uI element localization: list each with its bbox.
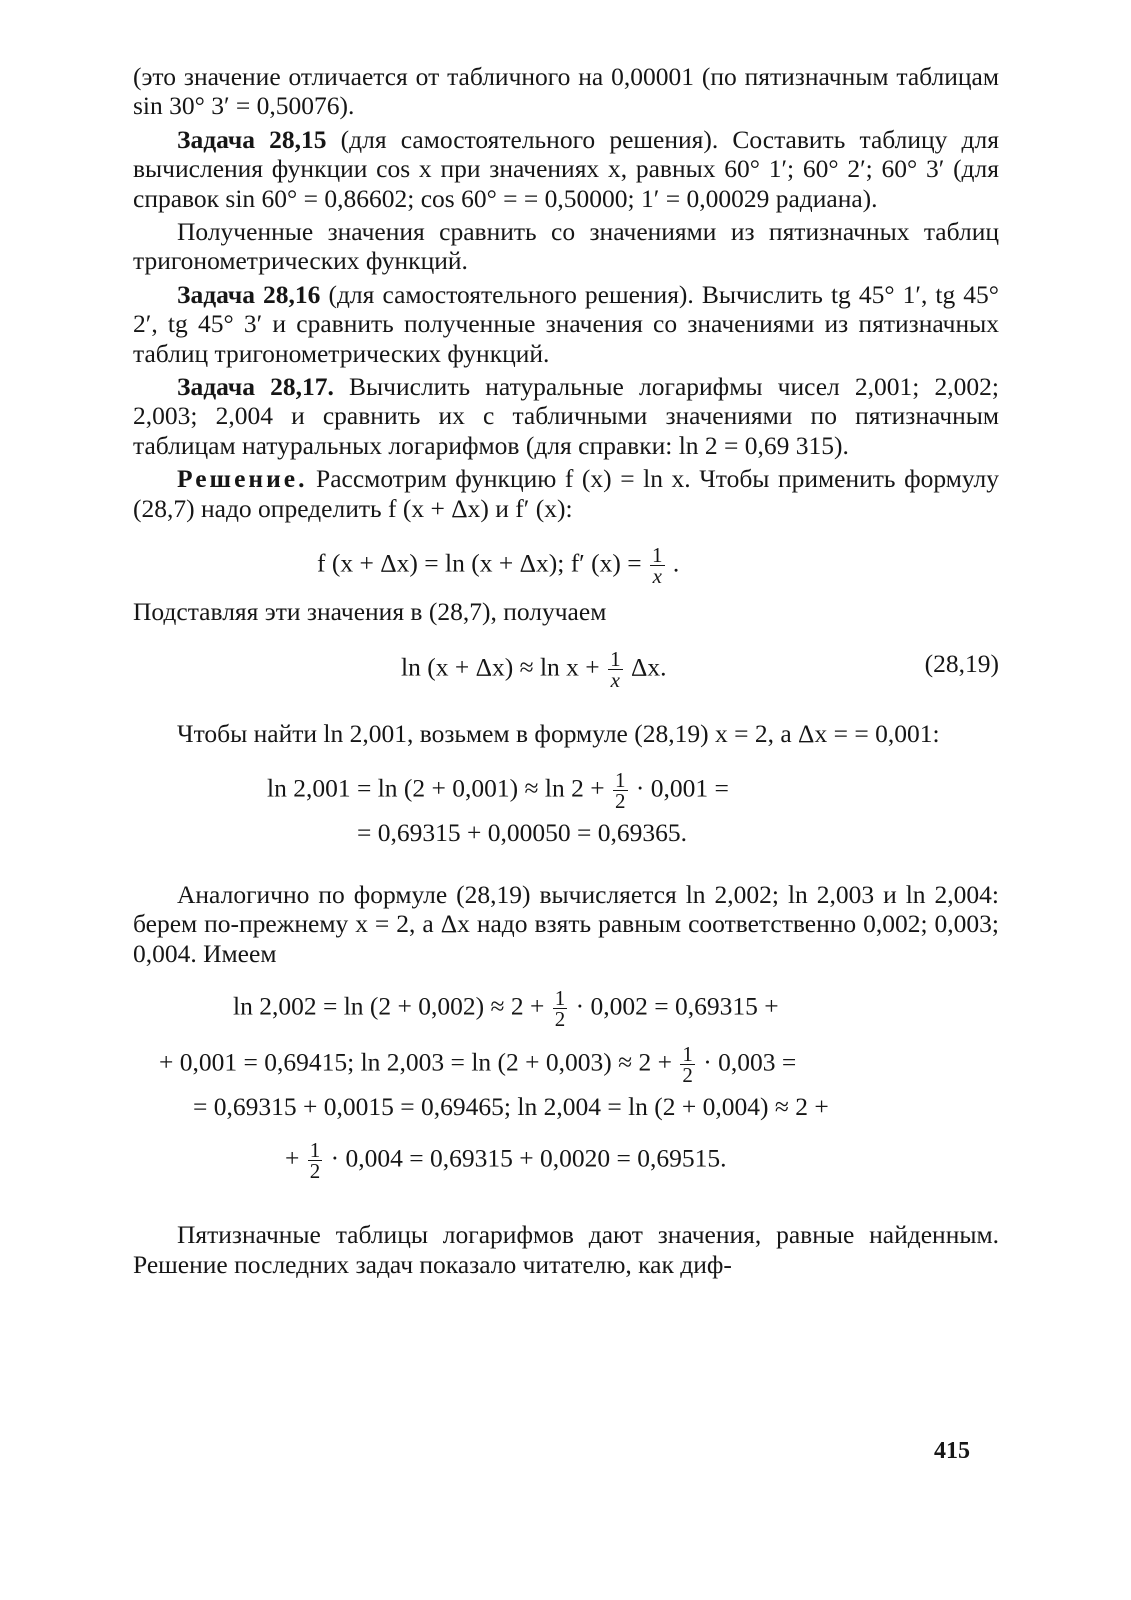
fraction-one-half-3: $\frac{1}{2}$ — [682, 1042, 693, 1088]
formula-ln2002-right: · 0,002 = 0,69315 + — [575, 991, 779, 1021]
formula-ln2004: = 0,69315 + 0,0015 = 0,69465; ln 2,004 = ln (2 + 0,004) ≈ 2 + — [193, 1092, 829, 1122]
fraction-one-half-2: $\frac{1}{2}$ — [554, 986, 566, 1032]
formula-derivative — [133, 527, 999, 591]
formula-ln2004-left: + — [285, 1143, 300, 1173]
formula-ln2003-left: + 0,001 = 0,69415; ln 2,003 = ln (2 + 0,003) ≈ 2 + — [159, 1047, 673, 1077]
paragraph-1: (это значение отличается от табличного на 0,00001 (по пятизначным таблицам sin 30° 3′ = 0,50076). — [133, 62, 999, 121]
task-label-28-17: Задача 28,17. — [177, 372, 334, 402]
fraction-one-over-x: $\frac{1}{x}$ — [652, 543, 663, 589]
formula-ln2003-right: · 0,003 = — [703, 1047, 797, 1077]
task-label-28-15: Задача 28,15 — [177, 124, 327, 154]
task-text-28-17: Вычислить натуральные логарифмы чисел 2,001; 2,002; 2,003; 2,004 и сравнить их с табличными значениями по пятизначным таблицам натуральных логарифмов (для справки: ln 2 = 0,69 315). — [133, 372, 999, 460]
formula-ln2004-result — [133, 1132, 999, 1198]
formula-28-19-left: ln (x + Δx) ≈ ln x + — [401, 651, 600, 681]
paragraph-similarly: Аналогично по формуле (28,19) вычисляется ln 2,002; ln 2,003 и ln 2,004: берем по-прежнему x = 2, а Δx надо взять равным соответственно 0,002; 0,003; 0,004. Имеем — [133, 879, 999, 968]
paragraph-compare: Полученные значения сравнить со значениями из пятизначных таблиц тригонометрических функций. — [133, 217, 999, 276]
formula-ln2001-left: ln 2,001 = ln (2 + 0,001) ≈ ln 2 + — [267, 773, 605, 803]
task-text-28-16: (для самостоятельного решения). Вычислить tg 45° 1′, tg 45° 2′, tg 45° 3′ и сравнить полученные значения со значениями из пятизначных таблиц тригонометрических функций. — [133, 279, 999, 368]
paragraph-solution — [133, 464, 999, 523]
formula-ln2003 — [133, 1036, 999, 1086]
formula-ln2001-right: · 0,001 = — [635, 773, 729, 803]
page-number: 415 — [934, 1438, 970, 1464]
formula-ln2001 — [133, 752, 999, 814]
task-text-28-15: (для самостоятельного решения). Составить таблицу для вычисления функции cos x при значениях x, равных 60° 1′; 60° 2′; 60° 3′ (для справок sin 60° = 0,86602; cos 60° = = 0,50000; 1′ = 0,00029 радиана). — [133, 124, 999, 213]
formula-28-19-right: Δx. — [630, 651, 667, 681]
task-label-28-16: Задача 28,16 — [177, 279, 321, 309]
paragraph-task-28-16 — [133, 280, 999, 368]
formula-ln2002-left: ln 2,002 = ln (2 + 0,002) ≈ 2 + — [233, 991, 545, 1021]
fraction-one-half: $\frac{1}{2}$ — [615, 767, 626, 813]
paragraph-conclusion: Пятизначные таблицы логарифмов дают значения, равные найденным. Решение последних задач показало читателю, как диф- — [133, 1220, 999, 1279]
equation-number: (28,19) — [924, 648, 999, 678]
fraction-one-over-x-2: $\frac{1}{x}$ — [610, 646, 621, 692]
formula-ln2004-right: · 0,004 = 0,69315 + 0,0020 = 0,69515. — [330, 1143, 727, 1173]
formula-ln2002 — [133, 978, 999, 1036]
formula-derivative-left: f (x + Δx) = ln (x + Δx); f′ (x) = — [317, 548, 642, 578]
paragraph-task-28-17 — [133, 372, 999, 460]
formula-derivative-end: . — [672, 548, 680, 578]
page-body — [133, 62, 999, 1283]
paragraph-find-ln2001: Чтобы найти ln 2,001, возьмем в формуле (28,19) x = 2, а Δx = = 0,001: — [177, 718, 940, 748]
fraction-one-half-4: $\frac{1}{2}$ — [309, 1138, 321, 1184]
paragraph-task-28-15 — [133, 125, 999, 213]
formula-28-19 — [133, 631, 999, 709]
paragraph-substituting: Подставляя эти значения в (28,7), получаем — [133, 597, 607, 627]
formula-ln2001-result: = 0,69315 + 0,00050 = 0,69365. — [357, 817, 688, 847]
solution-text: Рассмотрим функцию f (x) = ln x. Чтобы применить формулу (28,7) надо определить f (x + Δx) и f′ (x): — [133, 464, 999, 523]
solution-label: Решение. — [177, 464, 308, 494]
